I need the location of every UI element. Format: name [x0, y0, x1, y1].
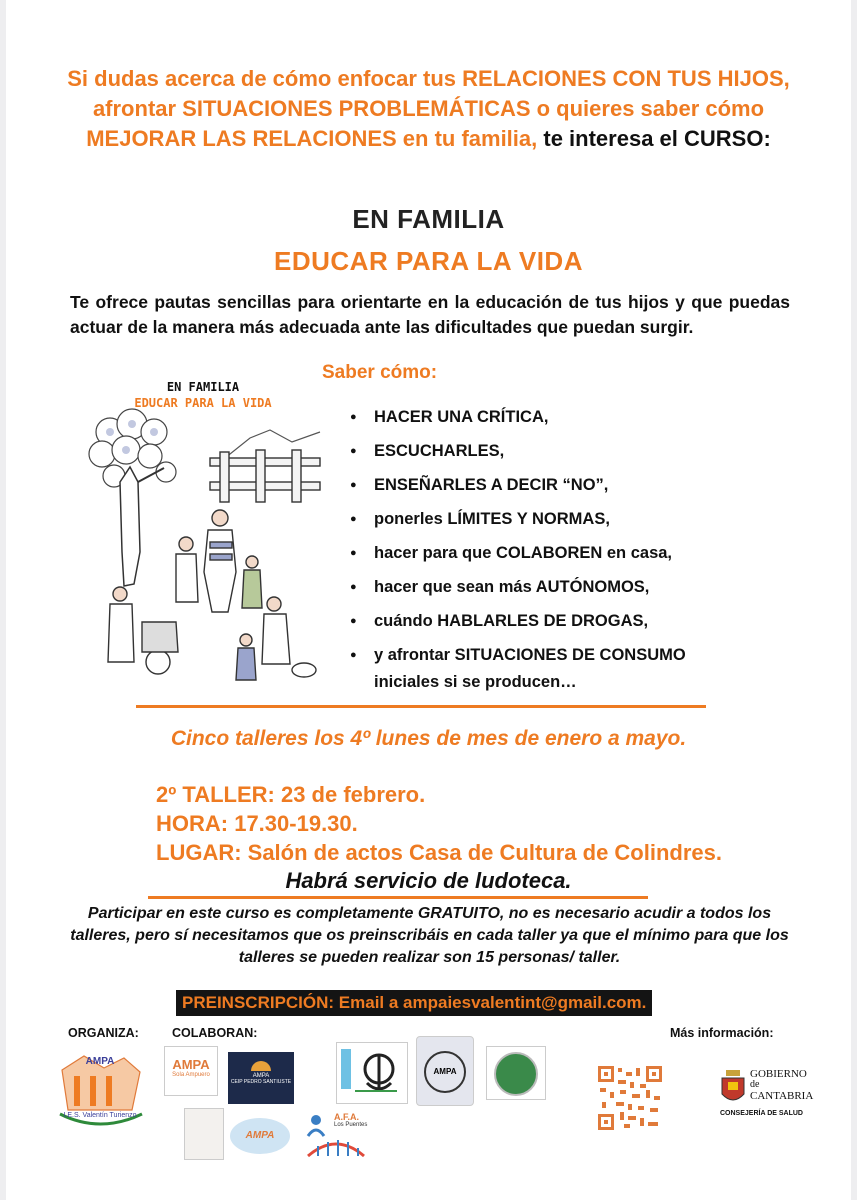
intro-curso: te interesa el CURSO: — [537, 126, 771, 151]
preinscription-banner[interactable]: PREINSCRIPCIÓN: Email a ampaiesvalentint@gmail.com. — [176, 990, 652, 1016]
taller-hour: HORA: 17.30-19.30. — [156, 811, 358, 836]
list-item: ● ENSEÑARLES A DECIR “NO”, — [350, 468, 686, 502]
small-logo-1 — [184, 1108, 224, 1160]
intro-highlight: Si dudas acerca de cómo enfocar tus RELACIONES CON TUS HIJOS, afrontar SITUACIONES PROBLEMÁTICAS o quieres saber cómo MEJORAR LAS RELACIONES en tu familia, — [67, 66, 790, 151]
list-item: ● ponerles LÍMITES Y NORMAS, — [350, 502, 686, 536]
title-en-familia: EN FAMILIA — [352, 204, 505, 234]
ampa-sola-title: AMPA — [172, 1057, 210, 1072]
ampa-pedro-sub: CEIP PEDRO SANTIUSTE — [230, 1079, 292, 1085]
list-item: ● ESCUCHARLES, — [350, 434, 686, 468]
illustration-subtitle: EDUCAR PARA LA VIDA — [134, 396, 272, 410]
list-item: ● y afrontar SITUACIONES DE CONSUMO — [350, 638, 686, 672]
qr-code-icon — [598, 1066, 662, 1130]
anchor-logo — [336, 1042, 408, 1104]
qr-code[interactable] — [598, 1066, 662, 1130]
gobierno-line2: de — [750, 1079, 760, 1090]
mas-info-label: Más información: — [670, 1026, 774, 1040]
anchor-icon — [337, 1043, 407, 1103]
coat-of-arms-icon — [720, 1070, 746, 1106]
sunset-icon — [251, 1061, 271, 1071]
seal-icon — [494, 1052, 538, 1096]
list-item: ● cuándo HABLARLES DE DROGAS, — [350, 604, 686, 638]
consejeria-text: CONSEJERÍA DE SALUD — [720, 1110, 803, 1117]
flyer-page — [6, 0, 851, 1200]
intro-text — [66, 64, 791, 154]
school-seal-logo — [486, 1046, 546, 1100]
colaboran-label: COLABORAN: — [172, 1026, 258, 1040]
ampa-pedro-logo — [228, 1052, 294, 1104]
afa-title: A.F.A. — [334, 1112, 360, 1122]
taller-place: LUGAR: Salón de actos Casa de Cultura de Colindres. — [156, 840, 722, 865]
gobierno-cantabria-logo — [720, 1066, 830, 1126]
ies-ampa-text: AMPA — [85, 1056, 115, 1067]
gobierno-line3: CANTABRIA — [750, 1090, 814, 1102]
description: Te ofrece pautas sencillas para orientarte en la educación de tus hijos y que puedas actuar de la manera más adecuada ante las dificultades que puedan surgir. — [70, 292, 790, 337]
title-educar: EDUCAR PARA LA VIDA — [274, 246, 583, 276]
ampa-blue-logo — [228, 1114, 292, 1158]
saber-list — [350, 400, 686, 672]
ludoteca-note: Habrá servicio de ludoteca. — [285, 868, 572, 893]
illustration-title: EN FAMILIA — [166, 380, 240, 394]
list-item: ● hacer para que COLABOREN en casa, — [350, 536, 686, 570]
afa-logo — [304, 1110, 368, 1162]
family-drawing — [80, 372, 326, 694]
divider-bottom — [148, 896, 648, 899]
ampa-sola-logo — [164, 1046, 218, 1096]
talleres-info: Cinco talleres los 4º lunes de mes de enero a mayo. — [170, 727, 687, 750]
participation-note: Participar en este curso es completamente GRATUITO, no es necesario acudir a todos los talleres, pero sí necesitamos que os preinscribáis en cada taller ya que el mínimo para que los talleres se pueden realizar son 15 personas/ taller. — [70, 905, 789, 966]
ampa-circle-seal: AMPA — [424, 1051, 466, 1093]
taller-date: 2º TALLER: 23 de febrero. — [156, 782, 426, 807]
gobierno-line1: GOBIERNO — [750, 1068, 807, 1080]
divider-top — [136, 705, 706, 708]
list-continuation: iniciales si se producen… — [374, 673, 577, 691]
ampa-pedro-title: AMPA — [252, 1073, 270, 1079]
saber-heading: Saber cómo: — [322, 362, 438, 383]
organiza-label: ORGANIZA: — [68, 1026, 139, 1040]
ies-logo — [54, 1050, 146, 1130]
list-item: ● hacer que sean más AUTÓNOMOS, — [350, 570, 686, 604]
ampa-sola-sub: Sola Ampuero — [172, 1072, 210, 1078]
afa-sub: Los Puentes — [334, 1122, 368, 1128]
ampa-blue-text: AMPA — [230, 1118, 290, 1154]
ampa-circle-logo — [416, 1036, 474, 1106]
list-item: ● HACER UNA CRÍTICA, — [350, 400, 686, 434]
ies-logo-text: I.E.S. Valentín Turienzo — [63, 1112, 137, 1119]
family-illustration — [80, 372, 326, 694]
